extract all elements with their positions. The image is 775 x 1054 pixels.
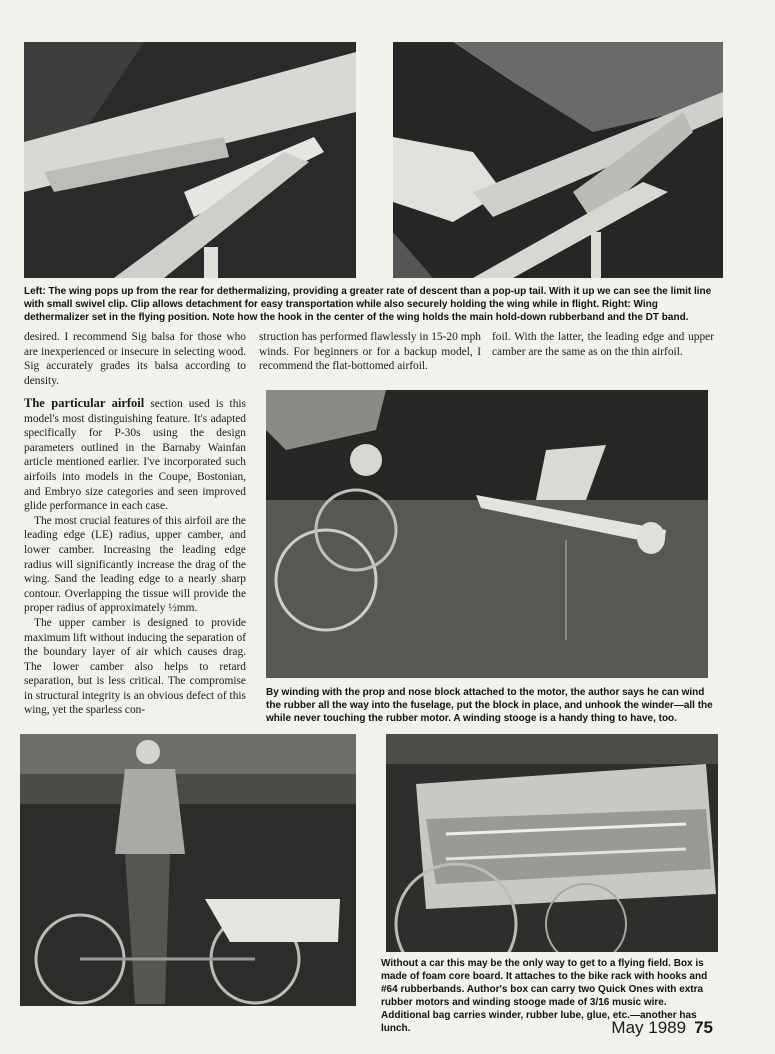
page-footer [611, 1018, 713, 1038]
paragraph-2: The most crucial features of this airfoil are the leading edge (LE) radius, upper camber, and lower camber. Increasing the leading edge radius will significantly increase the drag of the wing. Sand the leading edge to a nearly sharp contour. Overlapping the tissue will provide the proper radius of approximately ½mm. [24, 514, 246, 615]
runin-heading: The particular airfoil [24, 396, 145, 410]
caption-top: Left: The wing pops up from the rear for dethermalizing, providing a greater rate of descent than a pop-up tail. With it up we can see the limit line with small swivel clip. Clip allows detachment for easy transportation while also securely holding the wing while in flight. Right: Wing dethermalizer set in the flying position. Note how the hook in the center of the wing holds the main hold-down rubberband and the DT band. [24, 286, 712, 323]
photo-bottom-right [386, 734, 718, 952]
column-1-top: desired. I recommend Sig balsa for those who are inexperienced or insecure in selecting wood. Sig accurately grades its balsa according to density. [24, 331, 246, 387]
photo-top-left [24, 42, 356, 278]
paragraph-3: The upper camber is designed to provide maximum lift without inducing the separation of the boundary layer of air which causes drag. The lower camber also helps to retard separation, but is less critical. The compromise in structural integrity is an obvious defect of this wing, yet the sparless con- [24, 616, 246, 717]
column-3-top: foil. With the latter, the leading edge and upper camber are the same as on the thin airfoil. [492, 331, 714, 358]
photo-bottom-left [20, 734, 356, 1006]
paragraph-1-text: section used is this model's most distinguishing feature. It's adapted specifically for P-30s using the design parameters outlined in the Barnaby Wainfan article mentioned earlier. I've incorporated such airfoils into models in the Coupe, Bostonian, and Embryo size categories and seen improved glide performance in each case. [24, 398, 246, 513]
page-number: 75 [694, 1018, 713, 1037]
photo-bottom-right-image [386, 734, 718, 952]
photo-top-right [393, 42, 723, 278]
photo-bottom-left-image [20, 734, 356, 1006]
article-column [24, 396, 246, 718]
column-2-top: struction has performed flawlessly in 15-20 mph winds. For beginners or for a backup model, I recommend the flat-bottomed airfoil. [259, 331, 481, 373]
issue-date: May 1989 [611, 1018, 687, 1037]
photo-top-left-image [24, 42, 356, 278]
photo-middle-image [266, 390, 708, 678]
paragraph-1 [24, 396, 246, 514]
photo-middle [266, 390, 708, 678]
photo-top-right-image [393, 42, 723, 278]
caption-middle: By winding with the prop and nose block attached to the motor, the author says he can wind the rubber all the way into the fuselage, put the block in place, and unhook the winder—all the while never touching the rubber motor. A winding stooge is a handy thing to have, too. [266, 687, 713, 724]
caption-bottom: Without a car this may be the only way to get to a flying field. Box is made of foam core board. It attaches to the bike rack with hooks and #64 rubberbands. Author's box can carry two Quick Ones with extra rubber motors and winding stooge made of 3/16 music wire. Additional bag carries winder, rubber lube, glue, etc.—another has lunch. [381, 958, 708, 1034]
